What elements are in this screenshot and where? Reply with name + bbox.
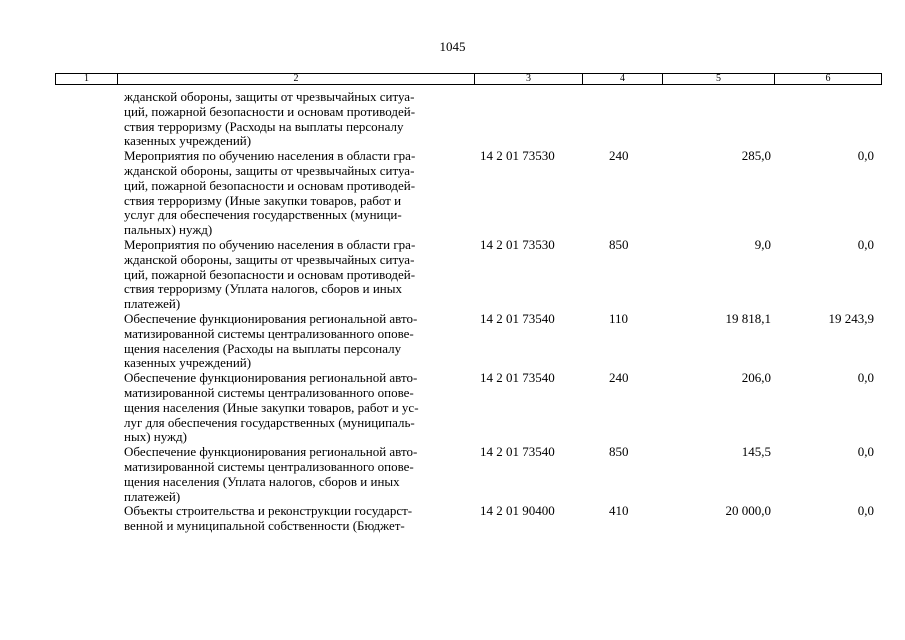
row-description-line: щения населения (Расходы на выплаты персоналу xyxy=(124,340,402,356)
row-description-line: ных) нужд) xyxy=(124,429,187,445)
row-description-line: Обеспечение функционирования региональной авто- xyxy=(124,444,418,460)
table-row xyxy=(55,149,881,238)
row-description-line: ций, пожарной безопасности и основам противодей- xyxy=(124,177,416,193)
row-description-line: Мероприятия по обучению населения в области гра- xyxy=(124,148,416,164)
row-amount-col5: 9,0 xyxy=(754,236,771,252)
row-amount-col6: 0,0 xyxy=(857,236,874,252)
row-description-line: ций, пожарной безопасности и основам противодей- xyxy=(124,103,416,119)
row-code: 14 2 01 73530 xyxy=(480,148,555,164)
row-description-line: матизированной системы централизованного опове- xyxy=(124,458,414,474)
row-code: 14 2 01 73540 xyxy=(480,444,555,460)
row-description-line: матизированной системы централизованного опове- xyxy=(124,325,414,341)
row-amount-col5: 285,0 xyxy=(741,148,771,164)
row-description-line: щения населения (Иные закупки товаров, работ и ус- xyxy=(124,399,419,415)
row-description-line: Объекты строительства и реконструкции государст- xyxy=(124,503,413,519)
row-description-line: платежей) xyxy=(124,296,181,312)
row-code: 14 2 01 73540 xyxy=(480,310,555,326)
row-amount-col6: 0,0 xyxy=(857,148,874,164)
row-description-line: жданской обороны, защиты от чрезвычайных ситуа- xyxy=(124,89,415,104)
row-code: 14 2 01 73540 xyxy=(480,370,555,386)
row-description xyxy=(124,90,469,149)
row-description xyxy=(124,504,469,534)
row-description-line: жданской обороны, защиты от чрезвычайных ситуа- xyxy=(124,251,415,267)
table-row xyxy=(55,90,881,149)
row-description-line: луг для обеспечения государственных (муниципаль- xyxy=(124,414,415,430)
row-description-line: Мероприятия по обучению населения в области гра- xyxy=(124,236,416,252)
column-header-1: 1 xyxy=(56,74,118,85)
column-header-6: 6 xyxy=(775,74,882,85)
row-amount-col5: 206,0 xyxy=(741,370,771,386)
row-description xyxy=(124,445,469,504)
row-code: 14 2 01 73530 xyxy=(480,236,555,252)
row-description xyxy=(124,312,469,371)
row-expense-type: 110 xyxy=(609,310,629,326)
row-description-line: ствия терроризму (Уплата налогов, сборов и иных xyxy=(124,281,403,297)
row-expense-type: 850 xyxy=(609,236,629,252)
row-description xyxy=(124,149,469,238)
table-row xyxy=(55,238,881,312)
row-amount-col6: 0,0 xyxy=(857,503,874,519)
page-number: 1045 xyxy=(439,39,466,54)
row-expense-type: 240 xyxy=(609,148,629,164)
row-description-line: Обеспечение функционирования региональной авто- xyxy=(124,310,418,326)
row-description-line: щения населения (Уплата налогов, сборов и иных xyxy=(124,473,400,489)
row-description-line: ствия терроризму (Иные закупки товаров, работ и xyxy=(124,192,402,208)
row-description-line: венной и муниципальной собственности (Бюджет- xyxy=(124,518,405,534)
row-amount-col6: 19 243,9 xyxy=(828,310,874,326)
row-description-line: Обеспечение функционирования региональной авто- xyxy=(124,370,418,386)
row-amount-col5: 20 000,0 xyxy=(725,503,771,519)
row-expense-type: 850 xyxy=(609,444,629,460)
row-description xyxy=(124,371,469,445)
row-description-line: казенных учреждений) xyxy=(124,355,252,371)
row-description-line: жданской обороны, защиты от чрезвычайных ситуа- xyxy=(124,162,415,178)
row-description-line: ций, пожарной безопасности и основам противодей- xyxy=(124,266,416,282)
row-description-line: услуг для обеспечения государственных (муници- xyxy=(124,207,402,223)
row-expense-type: 410 xyxy=(609,503,629,519)
row-description-line: матизированной системы централизованного опове- xyxy=(124,384,414,400)
budget-rows xyxy=(55,90,881,534)
column-header-5: 5 xyxy=(663,74,775,85)
row-description-line: платежей) xyxy=(124,488,181,504)
row-amount-col5: 19 818,1 xyxy=(725,310,771,326)
column-header-2: 2 xyxy=(118,74,475,85)
table-row xyxy=(55,371,881,445)
column-header-row xyxy=(56,74,882,85)
table-row xyxy=(55,504,881,534)
row-description-line: пальных) нужд) xyxy=(124,222,213,238)
table-row xyxy=(55,312,881,371)
row-description-line: казенных учреждений) xyxy=(124,133,252,149)
column-header-table xyxy=(55,73,882,85)
row-amount-col6: 0,0 xyxy=(857,444,874,460)
row-amount-col5: 145,5 xyxy=(741,444,771,460)
row-description xyxy=(124,238,469,312)
table-row xyxy=(55,445,881,504)
column-header-3: 3 xyxy=(475,74,583,85)
column-header-4: 4 xyxy=(583,74,663,85)
row-code: 14 2 01 90400 xyxy=(480,503,555,519)
row-description-line: ствия терроризму (Расходы на выплаты персоналу xyxy=(124,118,404,134)
row-amount-col6: 0,0 xyxy=(857,370,874,386)
row-expense-type: 240 xyxy=(609,370,629,386)
